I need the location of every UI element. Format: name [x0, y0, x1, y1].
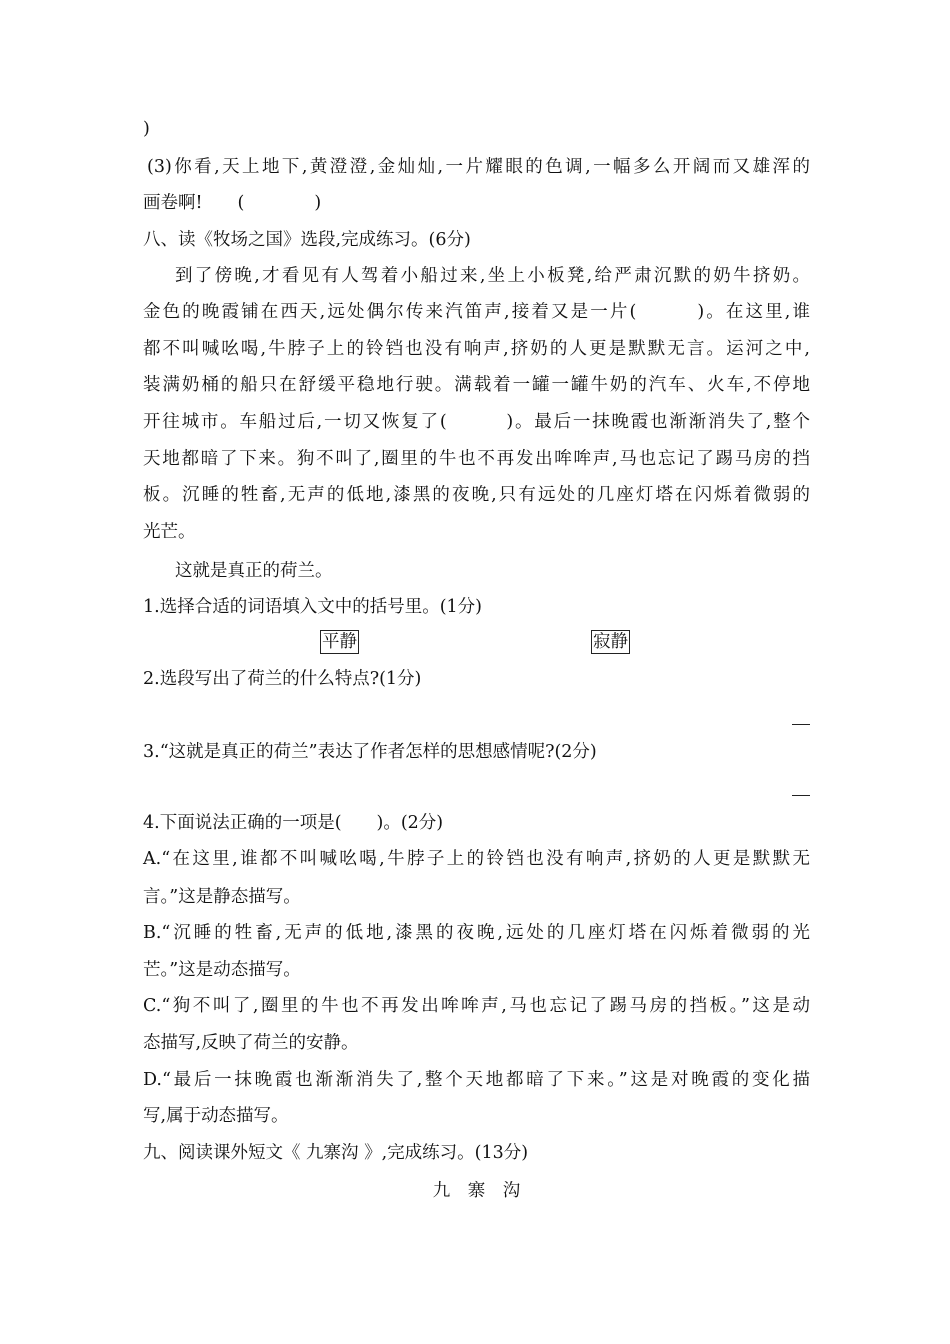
passage-closing: 这就是真正的荷兰。 — [175, 561, 333, 581]
question-3-line-1: (3)你看,天上地下,黄澄澄,金灿灿,一片耀眼的色调,一幅多么开阔而又雄浑的 — [147, 157, 810, 177]
section-8-heading: 八、读《牧场之国》选段,完成练习。(6分) — [143, 230, 471, 250]
option-c-line-1: C.“狗不叫了,圈里的牛也不再发出哞哞声,马也忘记了踢马房的挡板。”这是动 — [143, 996, 810, 1016]
passage-line-4: 装满奶桶的船只在舒缓平稳地行驶。满载着一罐一罐牛奶的汽车、火车,不停地 — [143, 375, 810, 395]
passage-line-2: 金色的晚霞铺在西天,远处偶尔传来汽笛声,接着又是一片( )。在这里,谁 — [143, 302, 810, 322]
passage-line-1: 到了傍晚,才看见有人驾着小船过来,坐上小板凳,给严肃沉默的奶牛挤奶。 — [175, 266, 810, 286]
option-b-line-2: 芒。”这是动态描写。 — [143, 960, 301, 980]
question-1: 1.选择合适的词语填入文中的括号里。(1分) — [143, 597, 482, 617]
question-2: 2.选段写出了荷兰的什么特点?(1分) — [143, 669, 422, 689]
question-4: 4.下面说法正确的一项是( )。(2分) — [143, 813, 444, 833]
question-3: 3.“这就是真正的荷兰”表达了作者怎样的思想感情呢?(2分) — [143, 742, 597, 762]
question-3-line-2: 画卷啊! ( ) — [143, 193, 322, 213]
answer-line-q3 — [792, 795, 810, 796]
answer-line-q2 — [792, 724, 810, 725]
passage-line-7: 板。沉睡的牲畜,无声的低地,漆黑的夜晚,只有远处的几座灯塔在闪烁着微弱的 — [143, 485, 810, 505]
passage-line-3: 都不叫喊吆喝,牛脖子上的铃铛也没有响声,挤奶的人更是默默无言。运河之中, — [143, 339, 810, 359]
closing-paren: ) — [143, 119, 150, 139]
option-d-line-2: 写,属于动态描写。 — [143, 1106, 289, 1126]
word-option-jijing: 寂静 — [593, 632, 628, 652]
option-a-line-1: A.“在这里,谁都不叫喊吆喝,牛脖子上的铃铛也没有响声,挤奶的人更是默默无 — [143, 849, 810, 869]
passage-line-6: 天地都暗了下来。狗不叫了,圈里的牛也不再发出哞哞声,马也忘记了踢马房的挡 — [143, 449, 810, 469]
option-d-line-1: D.“最后一抹晚霞也渐渐消失了,整个天地都暗了下来。”这是对晚霞的变化描 — [143, 1070, 810, 1090]
option-a-line-2: 言。”这是静态描写。 — [143, 887, 301, 907]
section-9-heading: 九、阅读课外短文《 九寨沟 》,完成练习。(13分) — [143, 1143, 529, 1163]
word-option-pingjing: 平静 — [322, 632, 357, 652]
option-b-line-1: B.“沉睡的牲畜,无声的低地,漆黑的夜晚,远处的几座灯塔在闪烁着微弱的光 — [143, 923, 810, 943]
option-c-line-2: 态描写,反映了荷兰的安静。 — [143, 1033, 359, 1053]
article-title: 九 寨 沟 — [432, 1181, 521, 1201]
passage-line-8: 光芒。 — [143, 522, 196, 542]
passage-line-5: 开往城市。车船过后,一切又恢复了( )。最后一抹晚霞也渐渐消失了,整个 — [143, 412, 810, 432]
